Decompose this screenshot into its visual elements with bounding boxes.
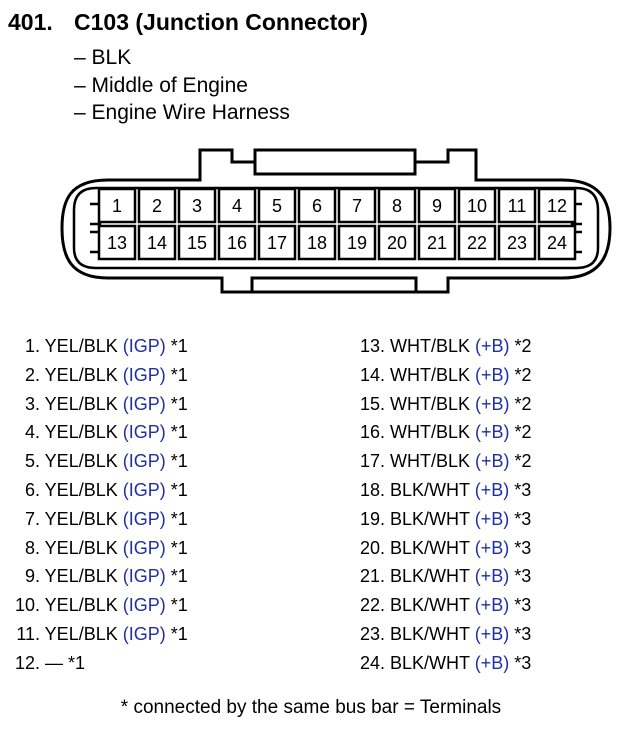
pin-signal: (+B): [475, 422, 510, 443]
pin-wire-color: YEL/BLK: [40, 508, 123, 529]
pin-wire-color: YEL/BLK: [40, 393, 123, 414]
cavity-label-3: 3: [191, 196, 203, 216]
pin-row: [340, 591, 532, 620]
pin-signal: (+B): [475, 393, 510, 414]
pin-row: [8, 361, 188, 390]
pin-number: 10.: [14, 595, 40, 616]
connector-details: [74, 44, 290, 127]
pin-wire-color: WHT/BLK: [385, 451, 476, 472]
detail-color: – BLK: [74, 46, 132, 69]
pin-note: *1: [165, 422, 188, 443]
pin-note: *3: [509, 652, 532, 673]
pin-signal: (IGP): [122, 364, 166, 385]
pin-row: [8, 476, 188, 505]
pin-row: [340, 620, 532, 649]
pin-number: 22.: [359, 595, 385, 616]
pin-row: [8, 418, 188, 447]
pin-note: *2: [509, 336, 532, 356]
pin-row: [8, 649, 188, 678]
cavity-label-15: 15: [186, 233, 208, 253]
pin-wire-color: WHT/BLK: [385, 364, 476, 385]
cavity-label-16: 16: [226, 233, 248, 253]
pin-row: [340, 332, 532, 361]
connector-index: 401.: [8, 9, 53, 35]
cavity-label-11: 11: [507, 196, 527, 216]
pin-row: [340, 361, 532, 390]
pin-number: 13.: [359, 336, 385, 356]
pin-signal: (+B): [474, 595, 510, 616]
pin-wire-color: BLK/WHT: [385, 508, 475, 529]
pin-note: *1: [165, 566, 188, 587]
cavity-label-8: 8: [391, 196, 403, 216]
pin-note: *3: [509, 595, 532, 616]
pin-note: *1: [165, 595, 188, 616]
pin-note: *3: [509, 508, 532, 529]
pin-note: *2: [509, 393, 532, 414]
pin-signal: (IGP): [122, 336, 166, 356]
pin-number: 18.: [359, 479, 385, 500]
pin-number: 12.: [14, 652, 40, 673]
cavity-label-9: 9: [431, 196, 443, 216]
pin-wire-color: YEL/BLK: [40, 595, 123, 616]
pin-signal: (+B): [474, 537, 510, 558]
cavity-label-22: 22: [466, 233, 488, 253]
pin-note: *3: [509, 566, 532, 587]
pin-wire-color: BLK/WHT: [385, 479, 475, 500]
pin-note: *3: [509, 623, 532, 644]
pin-signal: (+B): [474, 508, 510, 529]
cavity-label-7: 7: [351, 196, 363, 216]
pin-signal: (+B): [475, 364, 510, 385]
cavity-label-21: 21: [426, 233, 448, 253]
pin-note: *3: [509, 479, 532, 500]
pin-row: [8, 390, 188, 419]
pin-number: 3.: [24, 393, 40, 414]
pin-signal: (+B): [474, 479, 510, 500]
pin-row: [340, 476, 532, 505]
pin-wire-color: BLK/WHT: [385, 595, 475, 616]
pin-row: [8, 534, 188, 563]
pin-note: *1: [165, 451, 188, 472]
pin-row: [340, 505, 532, 534]
cavity-label-14: 14: [146, 233, 168, 253]
pin-note: *1: [165, 479, 188, 500]
pin-row: [340, 562, 532, 591]
pin-row: [340, 390, 532, 419]
cavity-label-13: 13: [106, 233, 128, 253]
pin-number: 9.: [24, 566, 40, 587]
pin-signal: (IGP): [122, 422, 166, 443]
pin-wire-color: YEL/BLK: [40, 479, 123, 500]
pin-number: 11.: [16, 623, 40, 644]
pin-number: 14.: [359, 364, 385, 385]
pin-number: 23.: [359, 623, 385, 644]
pin-wire-color: YEL/BLK: [40, 537, 123, 558]
pin-signal: (+B): [474, 566, 510, 587]
pin-wire-color: YEL/BLK: [40, 566, 123, 587]
pin-list-left: [8, 332, 188, 678]
pin-signal: (+B): [475, 336, 510, 356]
pin-number: 17.: [359, 451, 385, 472]
cavity-label-19: 19: [346, 233, 368, 253]
pin-number: 1.: [24, 336, 40, 356]
pin-wire-color: WHT/BLK: [385, 422, 476, 443]
pin-wire-color: YEL/BLK: [40, 422, 123, 443]
pin-signal: (IGP): [122, 623, 166, 644]
cavity-label-23: 23: [506, 233, 528, 253]
pin-number: 7.: [24, 508, 40, 529]
pin-note: *2: [509, 364, 532, 385]
pin-number: 15.: [359, 393, 385, 414]
pin-number: 6.: [24, 479, 40, 500]
cavity-label-1: 1: [111, 196, 123, 216]
cavity-label-24: 24: [546, 233, 568, 253]
pin-number: 19.: [359, 508, 385, 529]
cavity-label-4: 4: [231, 196, 243, 216]
pin-number: 2.: [24, 364, 40, 385]
pin-note: *1: [165, 623, 188, 644]
pin-wire-color: BLK/WHT: [385, 652, 475, 673]
pin-row: [340, 418, 532, 447]
pin-wire-color: YEL/BLK: [40, 336, 123, 356]
cavity-label-10: 10: [466, 196, 488, 216]
pin-signal: (IGP): [122, 451, 166, 472]
pin-row: [340, 534, 532, 563]
pin-row: [340, 649, 532, 678]
pin-note: *1: [165, 336, 188, 356]
cavity-label-6: 6: [311, 196, 323, 216]
pin-wire-color: —: [40, 652, 64, 673]
pin-note: *1: [165, 393, 188, 414]
detail-harness: – Engine Wire Harness: [74, 101, 290, 124]
pin-wire-color: YEL/BLK: [40, 364, 123, 385]
pin-wire-color: BLK/WHT: [385, 537, 475, 558]
pin-note: *1: [63, 652, 86, 673]
connector-name: C103 (Junction Connector): [74, 9, 368, 35]
cavity-label-20: 20: [386, 233, 408, 253]
pin-wire-color: WHT/BLK: [385, 336, 476, 356]
pin-signal: (+B): [474, 623, 510, 644]
pin-signal: (IGP): [122, 566, 166, 587]
pin-list-right: [340, 332, 532, 678]
pin-number: 20.: [359, 537, 385, 558]
pin-signal: (IGP): [122, 537, 166, 558]
pin-signal: (IGP): [122, 508, 166, 529]
cavity-label-12: 12: [546, 196, 568, 216]
pin-row: [340, 447, 532, 476]
pin-number: 8.: [24, 537, 40, 558]
pin-note: *3: [509, 537, 532, 558]
pin-wire-color: YEL/BLK: [40, 451, 123, 472]
pin-note: *2: [509, 451, 532, 472]
pin-row: [8, 620, 188, 649]
pin-note: *1: [165, 364, 188, 385]
cavity-label-17: 17: [266, 233, 288, 253]
pin-number: 16.: [359, 422, 385, 443]
pin-row: [8, 332, 188, 361]
pin-row: [8, 447, 188, 476]
pin-number: 24.: [359, 652, 385, 673]
pin-note: *2: [509, 422, 532, 443]
detail-location: – Middle of Engine: [74, 73, 248, 97]
cavity-label-5: 5: [271, 196, 283, 216]
footnote: * connected by the same bus bar = Terminals: [120, 697, 502, 718]
pin-number: 4.: [24, 422, 40, 443]
pin-wire-color: YEL/BLK: [40, 623, 123, 644]
pin-note: *1: [165, 508, 188, 529]
connector-top-key: [255, 162, 415, 174]
pin-signal: (+B): [475, 451, 510, 472]
pin-signal: (+B): [474, 652, 510, 673]
pin-signal: (IGP): [122, 479, 166, 500]
pin-note: *1: [165, 537, 188, 558]
cavity-label-2: 2: [151, 196, 163, 216]
pin-wire-color: WHT/BLK: [385, 393, 476, 414]
pin-row: [8, 505, 188, 534]
pin-number: 5.: [24, 451, 40, 472]
pin-wire-color: BLK/WHT: [385, 623, 475, 644]
connector-title: [8, 9, 368, 36]
pin-row: [8, 591, 188, 620]
pin-signal: (IGP): [122, 595, 166, 616]
pin-row: [8, 562, 188, 591]
connector-face-diagram: [0, 140, 622, 310]
connector-bottom-key: [252, 278, 416, 292]
pin-signal: (IGP): [122, 393, 166, 414]
cavity-label-18: 18: [306, 233, 328, 253]
pin-number: 21.: [359, 566, 385, 587]
pin-wire-color: BLK/WHT: [385, 566, 475, 587]
